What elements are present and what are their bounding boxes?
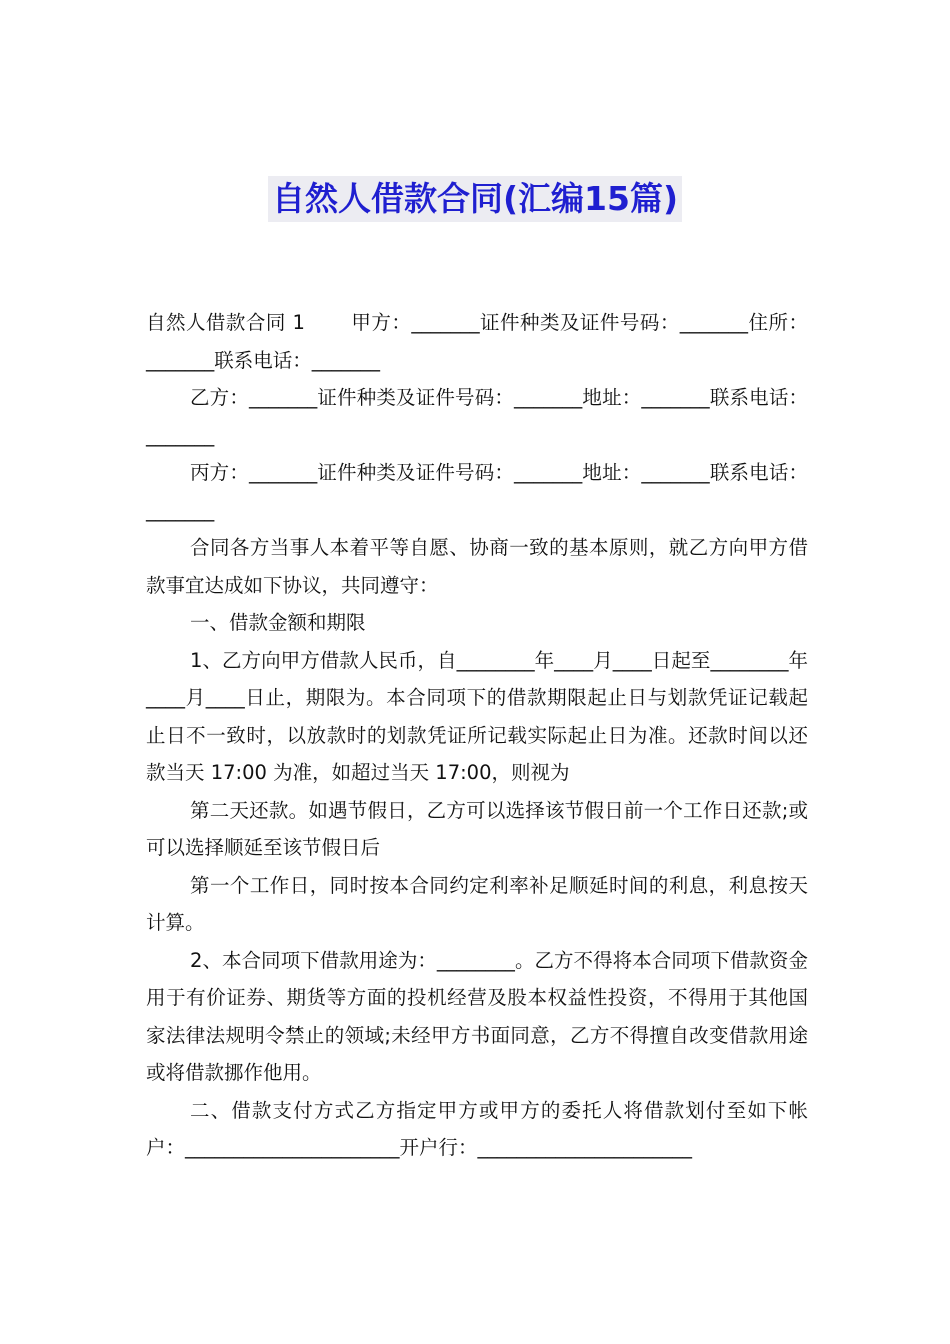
document-title-wrap bbox=[0, 176, 950, 222]
paragraph-clause-1-cont2: 第一个工作日，同时按本合同约定利率补足顺延时间的利息，利息按天计算。 bbox=[146, 873, 808, 934]
paragraph-clause-2: 2、本合同项下借款用途为：________。乙方不得将本合同项下借款资金用于有价证券、期货等方面的投机经营及股本权益性投资，不得用于其他国家法律法规明令禁止的领域;未经甲方书面同意，乙方不得擅自改变借款用途或将借款挪作他用。 bbox=[146, 948, 808, 1084]
section-heading-payment: 二、借款支付方式乙方指定甲方或甲方的委托人将借款划付至如下帐户：______________________开户行：______________________ bbox=[146, 1098, 808, 1159]
document-title: 自然人借款合同(汇编15篇) bbox=[268, 176, 682, 222]
paragraph-parties-a bbox=[146, 304, 808, 379]
party-a-text: 甲方：_______证件种类及证件号码：_______住所：_______联系电话：_______ bbox=[146, 311, 808, 372]
contract-heading: 自然人借款合同 1 bbox=[146, 311, 305, 334]
document-body bbox=[146, 304, 808, 1167]
paragraph-party-b: 乙方：_______证件种类及证件号码：_______地址：_______联系电话：_______ bbox=[146, 386, 808, 447]
paragraph-clause-1-cont: 第二天还款。如遇节假日，乙方可以选择该节假日前一个工作日还款;或可以选择顺延至该节假日后 bbox=[146, 798, 808, 859]
paragraph-clause-1: 1、乙方向甲方借款人民币，自________年____月____日起至________年____月____日止，期限为。本合同项下的借款期限起止日与划款凭证记载起止日不一致时，以放款时的划款凭证所记载实际起止日为准。还款时间以还款当天 17:00 为准，如超过当天 17:00，则视为 bbox=[146, 648, 808, 784]
paragraph-party-c: 丙方：_______证件种类及证件号码：_______地址：_______联系电话：_______ bbox=[146, 461, 808, 522]
paragraph-preamble: 合同各方当事人本着平等自愿、协商一致的基本原则，就乙方向甲方借款事宜达成如下协议，共同遵守： bbox=[146, 536, 808, 597]
section-heading-amount: 一、借款金额和期限 bbox=[190, 611, 366, 634]
